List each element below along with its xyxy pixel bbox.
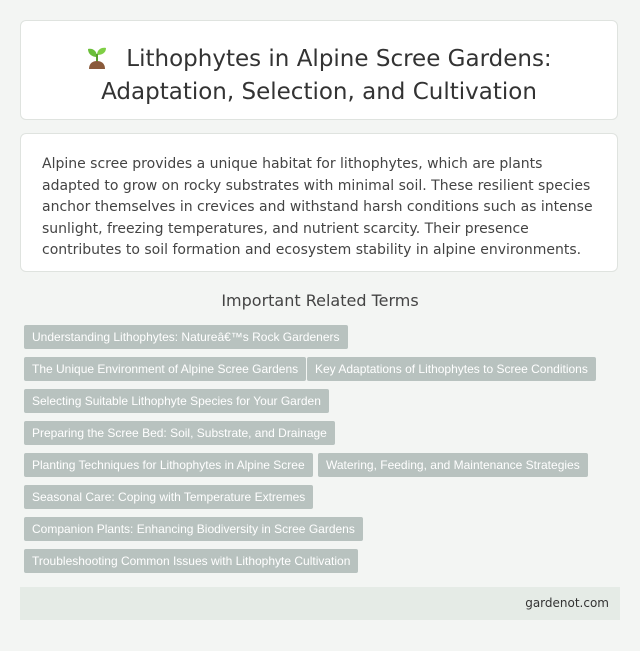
term-tag[interactable]: Watering, Feeding, and Maintenance Strategies: [318, 453, 588, 477]
intro-card: [20, 133, 618, 272]
intro-paragraph: Alpine scree provides a unique habitat for lithophytes, which are plants adapted to grow on rocky substrates with minimal soil. These resilient species anchor themselves in crevices and withstand harsh conditions such as intense sunlight, freezing temperatures, and nutrient scarcity. Their presence contributes to soil formation and ecosystem stability in alpine environments.: [42, 156, 593, 258]
term-tag[interactable]: Seasonal Care: Coping with Temperature Extremes: [24, 485, 313, 509]
seedling-icon: [86, 45, 108, 77]
term-tag[interactable]: Troubleshooting Common Issues with Lithophyte Cultivation: [24, 549, 358, 573]
term-tag[interactable]: Companion Plants: Enhancing Biodiversity in Scree Gardens: [24, 517, 363, 541]
title-card: [20, 20, 618, 120]
term-tag[interactable]: The Unique Environment of Alpine Scree Gardens: [24, 357, 306, 381]
site-name[interactable]: gardenot.com: [525, 596, 609, 610]
term-tag[interactable]: Selecting Suitable Lithophyte Species for Your Garden: [24, 389, 329, 413]
page-title: [21, 21, 617, 107]
term-tag[interactable]: Key Adaptations of Lithophytes to Scree Conditions: [307, 357, 596, 381]
related-terms-heading: Important Related Terms: [221, 291, 419, 310]
term-tag[interactable]: Planting Techniques for Lithophytes in Alpine Scree: [24, 453, 313, 477]
term-tag[interactable]: Preparing the Scree Bed: Soil, Substrate, and Drainage: [24, 421, 335, 445]
footer: [20, 587, 620, 620]
term-tag[interactable]: Understanding Lithophytes: Natureâ€™s Rock Gardeners: [24, 325, 348, 349]
title-text: Lithophytes in Alpine Scree Gardens: Adaptation, Selection, and Cultivation: [101, 46, 552, 105]
